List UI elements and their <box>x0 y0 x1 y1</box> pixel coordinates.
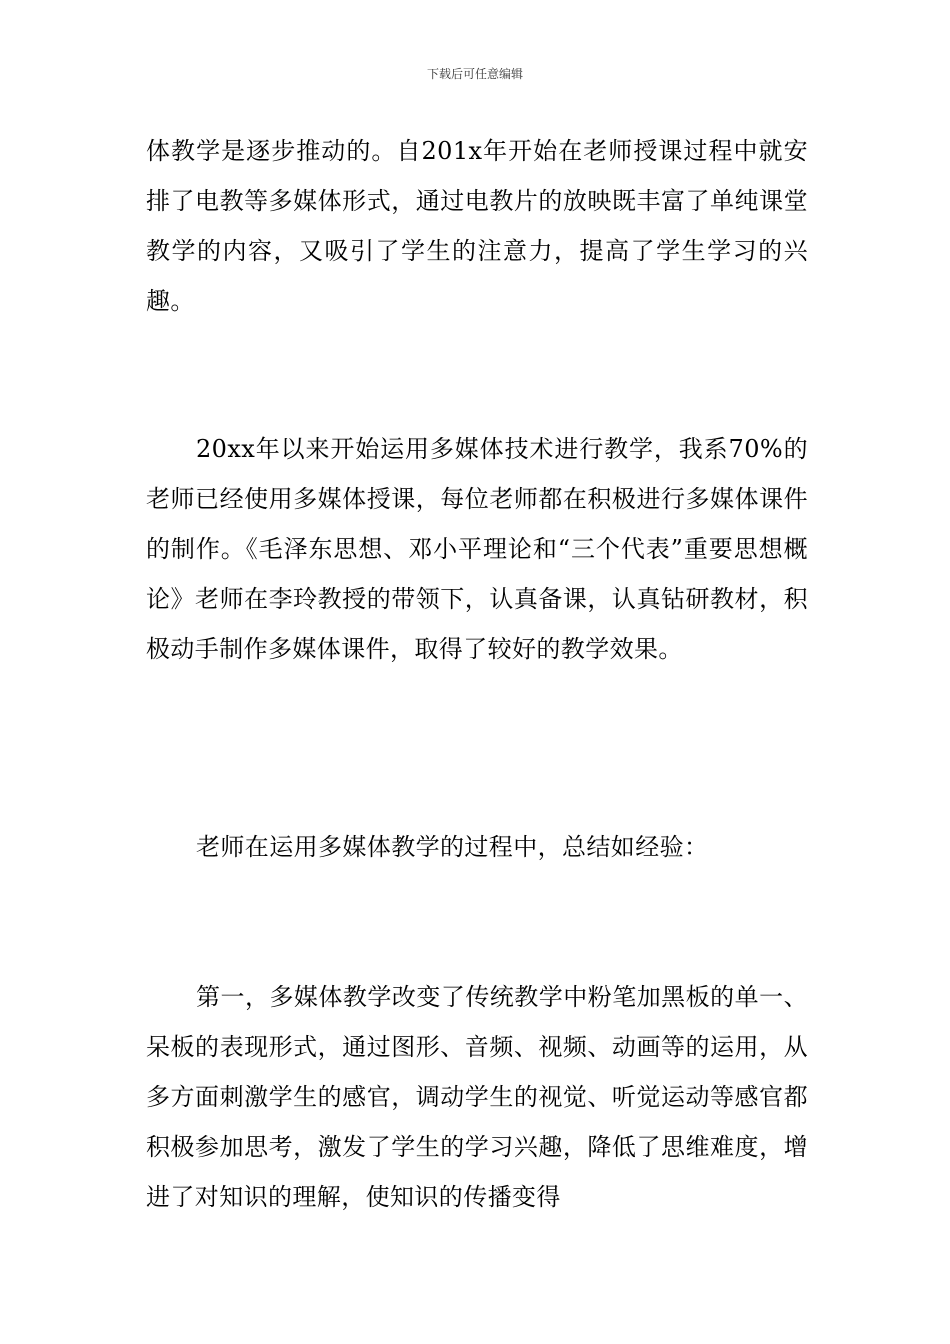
paragraph-first-point: 第一，多媒体教学改变了传统教学中粉笔加黑板的单一、呆板的表现形式，通过图形、音频、视频、动画等的运用，从多方面刺激学生的感官，调动学生的视觉、听觉运动等感官都积极参加思考，激发了学生的学习兴趣，降低了思维难度，增进了对知识的理解，使知识的传播变得 <box>146 983 808 1211</box>
paragraph-multimedia-adoption: 20xx年以来开始运用多媒体技术进行教学，我系70%的老师已经使用多媒体授课，每位老师都在积极进行多媒体课件的制作。《毛泽东思想、邓小平理论和“三个代表”重要思想概论》老师在李玲教授的带领下，认真备课，认真钻研教材，积极动手制作多媒体课件，取得了较好的教学效果。 <box>146 435 808 663</box>
paragraph-experience-intro: 老师在运用多媒体教学的过程中，总结如经验： <box>196 833 709 861</box>
page-header-note: 下载后可任意编辑 <box>426 67 523 81</box>
paragraph-continuation: 体教学是逐步推动的。自201x年开始在老师授课过程中就安排了电教等多媒体形式，通过电教片的放映既丰富了单纯课堂教学的内容，又吸引了学生的注意力，提高了学生学习的兴趣。 <box>146 137 808 315</box>
